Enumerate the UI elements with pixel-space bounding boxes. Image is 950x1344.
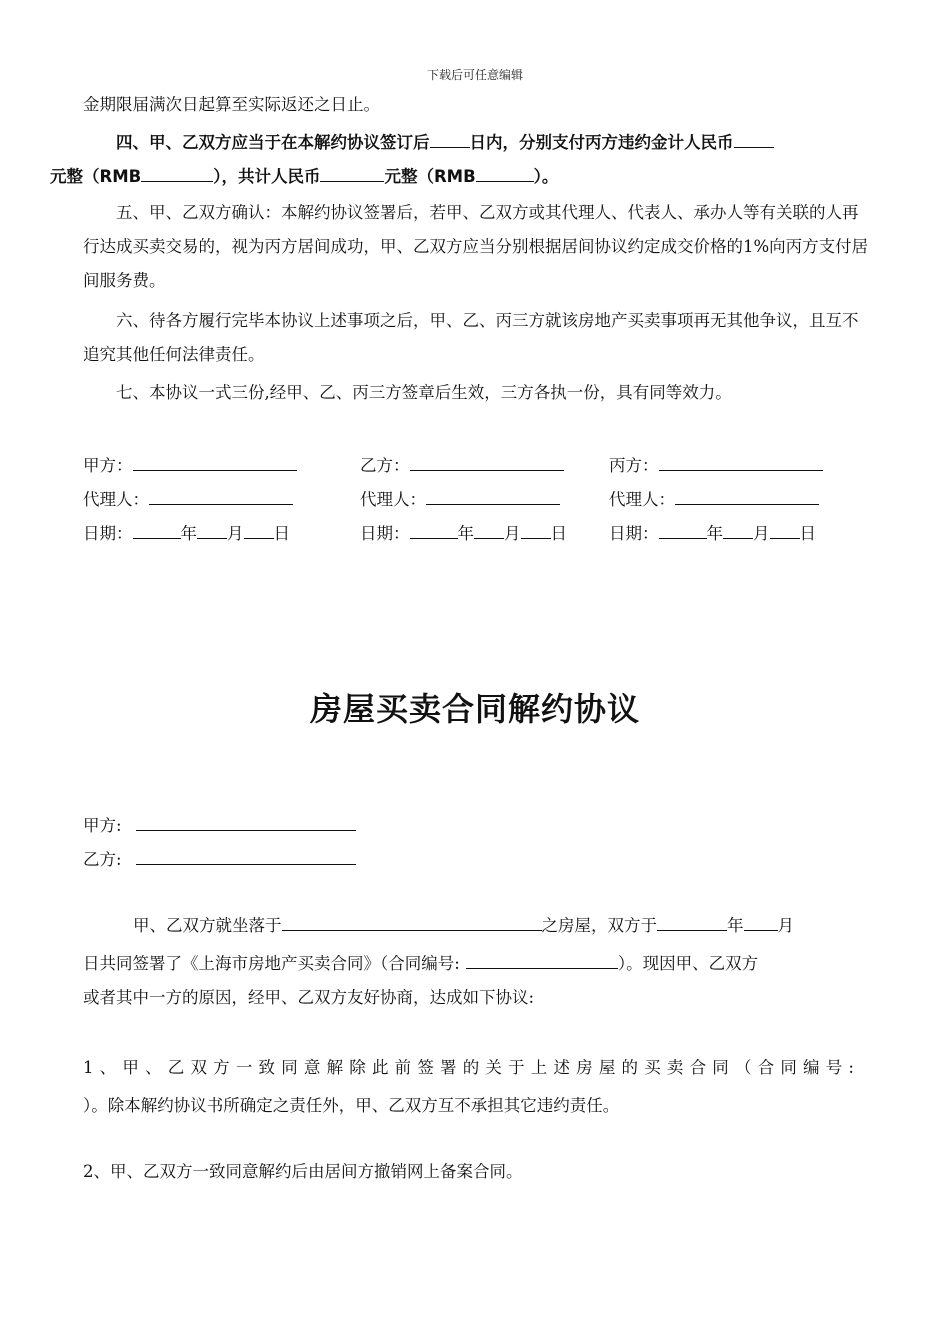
total-amount-blank[interactable] [320, 161, 384, 182]
sig-agent-c [609, 484, 819, 512]
item-1-line-1: 1、甲、乙双方一致同意解除此前签署的关于上述房屋的买卖合同（合同编号: [83, 1058, 857, 1077]
day-label: 日 [550, 524, 567, 543]
sig-date-a [83, 518, 290, 546]
sig-agent-a-blank[interactable] [149, 484, 293, 505]
rmb-blank-2[interactable] [476, 161, 534, 182]
sig-agent-b-label: 代理人： [360, 490, 426, 509]
penalty-amount-blank[interactable] [734, 127, 774, 148]
sig-date-c-year[interactable] [659, 518, 707, 539]
clause-4 [50, 126, 873, 194]
party-b-blank[interactable] [136, 844, 356, 865]
party-b-label: 乙方: [83, 850, 122, 869]
sig-date-a-month[interactable] [197, 518, 227, 539]
sig-agent-c-blank[interactable] [675, 484, 819, 505]
days-blank[interactable] [430, 127, 470, 148]
sig-party-a-blank[interactable] [133, 450, 297, 471]
item-2: 2、甲、乙双方一致同意解约后由居间方撤销网上备案合同。 [83, 1162, 523, 1181]
intro-line-1 [133, 910, 794, 938]
sig-party-b-blank[interactable] [410, 450, 564, 471]
party-a-blank[interactable] [136, 810, 356, 831]
sign-year-blank[interactable] [657, 910, 727, 931]
sig-date-b-label: 日期： [360, 524, 410, 543]
intro-line-2 [83, 948, 758, 976]
month-label: 月 [753, 524, 770, 543]
sig-party-a [83, 450, 297, 478]
sig-agent-b-blank[interactable] [426, 484, 560, 505]
sig-date-c [609, 518, 816, 546]
document-title: 房屋买卖合同解约协议 [309, 690, 640, 728]
item-1-line-2: ）。除本解约协议书所确定之责任外，甲、乙双方互不承担其它违约责任。 [83, 1096, 620, 1115]
sig-date-c-day[interactable] [770, 518, 800, 539]
clause-4-text-3: 元整（RMB [50, 167, 142, 186]
clause-4-text-1: 四、甲、乙双方应当于在本解约协议签订后 [116, 133, 430, 152]
intro-text-3: 日共同签署了《上海市房地产买卖合同》（合同编号: [83, 954, 460, 973]
day-label: 日 [273, 524, 290, 543]
intro-text-2: 之房屋，双方于 [541, 916, 657, 935]
year-label: 年 [180, 524, 197, 543]
sig-date-a-year[interactable] [133, 518, 181, 539]
sig-party-a-label: 甲方： [83, 456, 133, 475]
clause-4-text-6: ）。 [533, 167, 559, 186]
property-location-blank[interactable] [282, 910, 542, 931]
party-a-label: 甲方: [83, 816, 122, 835]
sig-party-c-label: 丙方： [609, 456, 659, 475]
intro-text-1: 甲、乙双方就坐落于 [133, 916, 282, 935]
sig-agent-a [83, 484, 293, 512]
clause-4-text-4: ），共计人民币 [213, 167, 321, 186]
sig-date-a-label: 日期： [83, 524, 133, 543]
sig-party-b [360, 450, 564, 478]
sig-date-b-year[interactable] [410, 518, 458, 539]
sig-date-c-label: 日期： [609, 524, 659, 543]
clause-4-text-5: 元整（RMB [384, 167, 476, 186]
sig-agent-c-label: 代理人： [609, 490, 675, 509]
month-label: 月 [227, 524, 244, 543]
intro-line-3: 或者其中一方的原因，经甲、乙双方友好协商，达成如下协议: [83, 988, 535, 1007]
sig-party-c [609, 450, 823, 478]
sig-date-a-day[interactable] [244, 518, 274, 539]
header-note: 下载后可任意编辑 [426, 68, 523, 82]
paragraph-continuation: 金期限届满次日起算至实际返还之日止。 [83, 95, 380, 114]
sign-month-blank[interactable] [744, 910, 778, 931]
sig-party-c-blank[interactable] [659, 450, 823, 471]
day-label: 日 [799, 524, 816, 543]
sig-date-b [360, 518, 567, 546]
intro-year-label: 年 [727, 916, 744, 935]
year-label: 年 [457, 524, 474, 543]
clause-6: 六、待各方履行完毕本协议上述事项之后，甲、乙、丙三方就该房地产买卖事项再无其他争议，且互不追究其他任何法律责任。 [83, 311, 859, 364]
intro-text-4: ）。现因甲、乙双方 [617, 954, 759, 973]
sig-date-b-month[interactable] [474, 518, 504, 539]
intro-month-label: 月 [777, 916, 794, 935]
sig-party-b-label: 乙方： [360, 456, 410, 475]
sig-date-c-month[interactable] [723, 518, 753, 539]
party-b-line [83, 844, 356, 872]
clause-7: 七、本协议一式三份,经甲、乙、丙三方签章后生效，三方各执一份，具有同等效力。 [116, 383, 732, 402]
sig-agent-b [360, 484, 560, 512]
rmb-blank-1[interactable] [141, 161, 213, 182]
month-label: 月 [504, 524, 521, 543]
party-a-line [83, 810, 356, 838]
contract-number-blank[interactable] [466, 948, 618, 969]
sig-agent-a-label: 代理人： [83, 490, 149, 509]
clause-4-text-2: 日内，分别支付丙方违约金计人民币 [469, 133, 734, 152]
sig-date-b-day[interactable] [521, 518, 551, 539]
year-label: 年 [706, 524, 723, 543]
clause-5: 五、甲、乙双方确认：本解约协议签署后，若甲、乙双方或其代理人、代表人、承办人等有关联的人再行达成买卖交易的，视为丙方居间成功，甲、乙双方应当分别根据居间协议约定成交价格的1%向丙方支付居间服务费。 [83, 203, 869, 290]
